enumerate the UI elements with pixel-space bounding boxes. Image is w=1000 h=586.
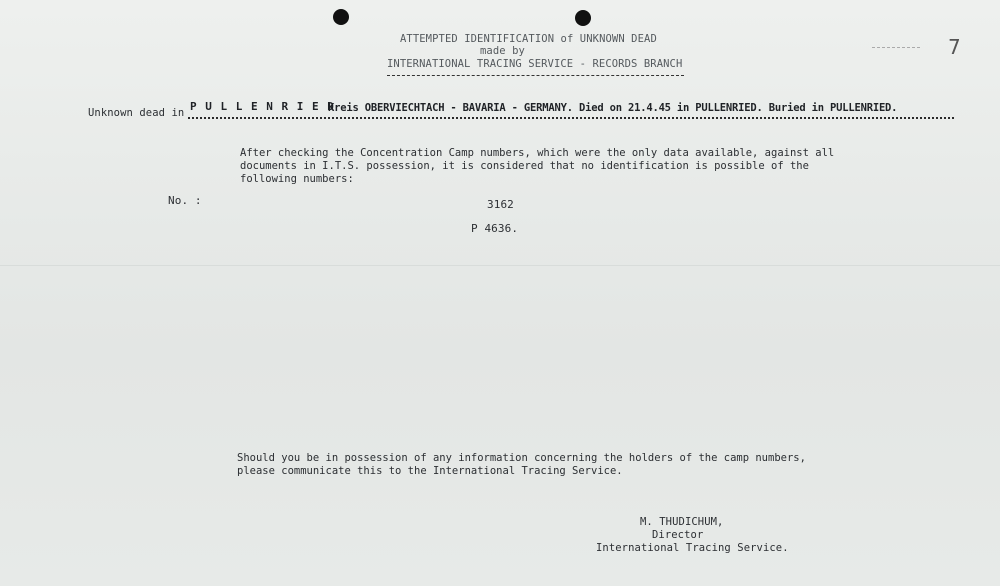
signature-org: International Tracing Service. xyxy=(596,542,789,554)
record-dotted-line xyxy=(188,117,954,119)
camp-number-2: P 4636. xyxy=(471,222,519,235)
header-made-by: made by xyxy=(480,45,525,57)
punch-hole-left xyxy=(333,9,349,25)
fold-line xyxy=(0,265,1000,266)
record-details: Kreis OBERVIECHTACH - BAVARIA - GERMANY. Died on 21.4.45 in PULLENRIED. Buried in PULLENRIED. xyxy=(328,102,898,114)
signature-title: Director xyxy=(652,529,704,541)
para1-line1: After checking the Concentration Camp numbers, which were the only data available, against all xyxy=(240,147,835,159)
para2-line2: please communicate this to the International Tracing Service. xyxy=(237,465,623,477)
para2-line1: Should you be in possession of any information concerning the holders of the camp numbers, xyxy=(237,452,806,464)
punch-hole-right xyxy=(575,10,591,26)
para1-line3: following numbers: xyxy=(240,173,354,185)
header-underline xyxy=(387,75,684,76)
signature-name: M. THUDICHUM, xyxy=(640,516,724,528)
number-label: No. : xyxy=(168,194,202,207)
header-title: ATTEMPTED IDENTIFICATION of UNKNOWN DEAD xyxy=(400,33,657,45)
record-prefix: Unknown dead in xyxy=(88,107,185,119)
para1-line2: documents in I.T.S. possession, it is considered that no identification is possible of the xyxy=(240,160,809,172)
header-branch: INTERNATIONAL TRACING SERVICE - RECORDS BRANCH xyxy=(387,58,683,70)
page-number: 7 xyxy=(948,35,961,59)
corner-mark xyxy=(872,47,920,48)
camp-number-1: 3162 xyxy=(487,198,514,211)
record-place: P U L L E N R I E D xyxy=(190,100,335,113)
